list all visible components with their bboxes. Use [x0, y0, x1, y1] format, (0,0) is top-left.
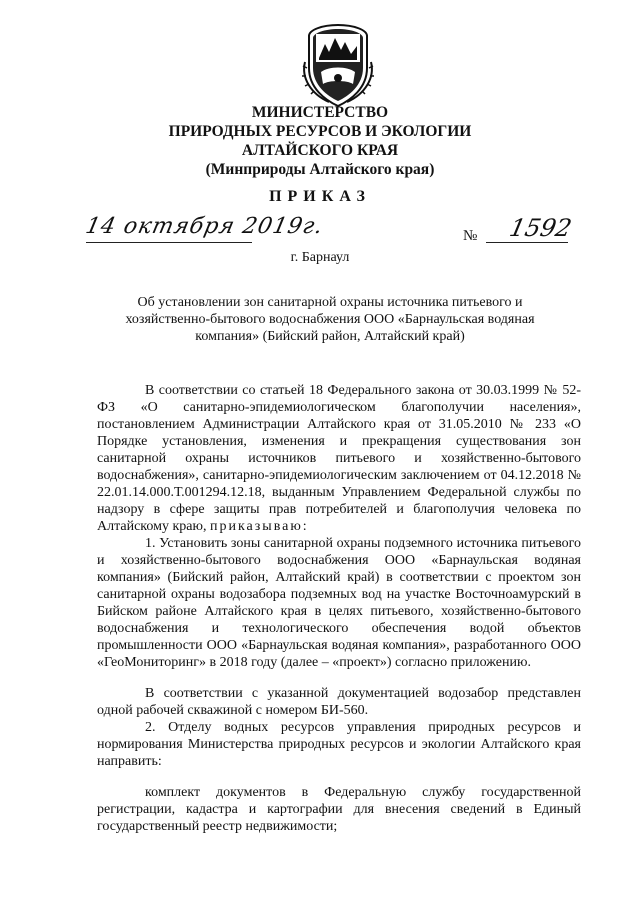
order-body: [97, 382, 581, 835]
document-type-title: ПРИКАЗ: [269, 188, 371, 205]
handwritten-number: 1592: [507, 214, 575, 242]
date-underline: [86, 242, 252, 243]
order-subject: Об установлении зон санитарной охраны источника питьевого и хозяйственно-бытового водоснабжения ООО «Барнаульская водяная компания» (Бийский район, Алтайский край): [125, 295, 535, 344]
order-word: приказываю:: [209, 519, 309, 534]
item-1-note: В соответствии с указанной документацией водозабор представлен одной рабочей скважиной с номером БИ-560.: [97, 686, 581, 718]
preamble-text: В соответствии со статьей 18 Федерального закона от 30.03.1999 № 52-ФЗ «О санитарно-эпидемиологическом благополучии населения», постановлением Администрации Алтайского края от 31.05.2010 № 233 «О Порядке установления, изменения и прекращения существования зон санитарной охраны источников питьевого и хозяйственно-бытового водоснабжения», санитарно-эпидемиологическим заключением от 04.12.2018 № 22.01.14.000.Т.001294.12.18, выданным Управлением Федеральной службы по надзору в сфере защиты прав потребителей и благополучия человека по Алтайскому краю,: [97, 383, 581, 534]
city: г. Барнаул: [290, 250, 350, 265]
handwritten-date: 14 октября 2019г.: [83, 214, 326, 239]
ministry-title-line-3: АЛТАЙСКОГО КРАЯ: [241, 142, 399, 159]
ministry-short-name: (Минприроды Алтайского края): [205, 161, 435, 178]
item-2-subitem: комплект документов в Федеральную службу государственной регистрации, кадастра и картографии для внесения сведений в Единый государственный реестр недвижимости;: [97, 785, 581, 834]
preamble-paragraph: [97, 382, 581, 535]
item-1: 1. Установить зоны санитарной охраны подземного источника питьевого и хозяйственно-бытового водоснабжения ООО «Барнаульская водяная компания» (Бийский район, Алтайский край) в соответствии с проектом зон санитарной охраны водозабора подземных вод на участке Восточноамурский в Бийском районе Алтайского края в целях питьевого, хозяйственно-бытового водоснабжения и технологического обеспечения водой объектов промышленности ООО «Барнаульская водяная компания», разработанного ООО «ГеоМониторинг» в 2018 году (далее – «проект») согласно приложению.: [97, 536, 581, 670]
item-2: 2. Отделу водных ресурсов управления природных ресурсов и нормирования Министерства природных ресурсов и экологии Алтайского края направить:: [97, 720, 581, 769]
number-underline: [486, 242, 568, 243]
number-label: №: [463, 228, 478, 244]
ministry-title-line-1: МИНИСТЕРСТВО: [251, 104, 389, 121]
coat-of-arms-icon: [299, 22, 377, 108]
ministry-title-line-2: ПРИРОДНЫХ РЕСУРСОВ И ЭКОЛОГИИ: [168, 123, 472, 140]
